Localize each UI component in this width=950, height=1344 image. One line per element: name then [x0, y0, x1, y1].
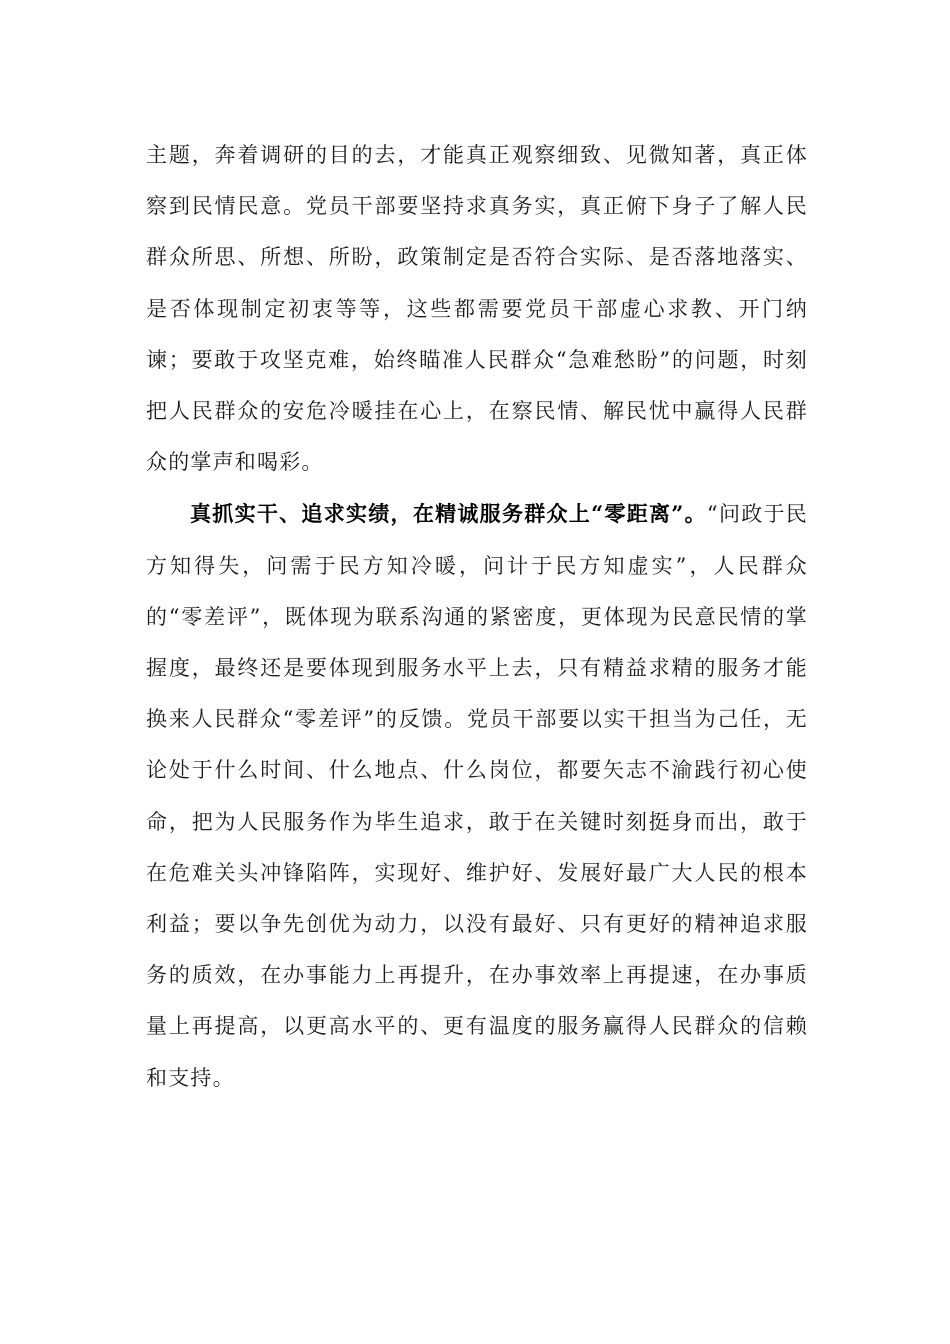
paragraph-service: [146, 488, 808, 1103]
paragraph-heading: 真抓实干、追求实绩，在精诚服务群众上“零距离”。: [190, 501, 707, 527]
document-body: [146, 130, 808, 1104]
paragraph-text: 主题，奔着调研的目的去，才能真正观察细致、见微知著，真正体察到民情民意。党员干部要坚持求真务实，真正俯下身子了解人民群众所思、所想、所盼，政策制定是否符合实际、是否落地落实、是否体现制定初衷等等，这些都需要党员干部虚心求教、开门纳谏；要敢于攻坚克难，始终瞄准人民群众“急难愁盼”的问题，时刻把人民群众的安危冷暖挂在心上，在察民情、解民忧中赢得人民群众的掌声和喝彩。: [146, 143, 808, 475]
paragraph-continued: [146, 130, 808, 488]
paragraph-text: “问政于民方知得失，问需于民方知冷暖，问计于民方知虚实”，人民群众的“零差评”，既体现为联系沟通的紧密度，更体现为民意民情的掌握度，最终还是要体现到服务水平上去，只有精益求精的服务才能换来人民群众“零差评”的反馈。党员干部要以实干担当为己任，无论处于什么时间、什么地点、什么岗位，都要矢志不渝践行初心使命，把为人民服务作为毕生追求，敢于在关键时刻挺身而出，敢于在危难关头冲锋陷阵，实现好、维护好、发展好最广大人民的根本利益；要以争先创优为动力，以没有最好、只有更好的精神追求服务的质效，在办事能力上再提升，在办事效率上再提速，在办事质量上再提高，以更高水平的、更有温度的服务赢得人民群众的信赖和支持。: [146, 502, 808, 1090]
